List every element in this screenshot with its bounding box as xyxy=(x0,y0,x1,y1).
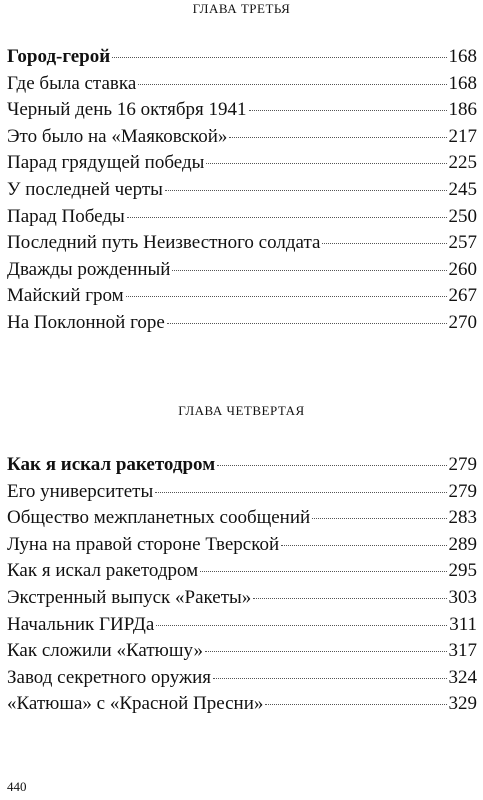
toc-entry xyxy=(7,558,477,585)
dot-leader xyxy=(205,651,447,652)
dot-leader xyxy=(167,323,447,324)
toc-entry-page: 279 xyxy=(448,480,477,502)
toc-entry xyxy=(7,230,477,257)
toc-entry xyxy=(7,124,477,151)
toc-entry-title: «Катюша» с «Красной Пресни» xyxy=(7,693,264,715)
dot-leader xyxy=(156,625,447,626)
toc-entry xyxy=(7,150,477,177)
toc-entry-title: Завод секретного оружия xyxy=(7,666,211,688)
toc-entry-page: 225 xyxy=(448,152,477,174)
dot-leader xyxy=(165,190,447,191)
toc-entry xyxy=(7,505,477,532)
toc-entry xyxy=(7,204,477,231)
dot-leader xyxy=(155,492,446,493)
toc-entry-title: Как я искал ракетодром xyxy=(7,560,199,582)
toc-entry-page: 324 xyxy=(448,666,477,688)
toc-entry xyxy=(7,44,477,71)
toc-entry-page: 245 xyxy=(448,178,477,200)
toc-entry xyxy=(7,612,477,639)
dot-leader xyxy=(138,84,446,85)
toc-entry-page: 168 xyxy=(448,46,477,67)
toc-entry-title: Где была ставка xyxy=(7,72,137,94)
toc-entry-title: Луна на правой стороне Тверской xyxy=(7,533,280,555)
toc-entry-title: Начальник ГИРДа xyxy=(7,613,155,635)
toc-entry xyxy=(7,691,477,718)
toc-entry-title: У последней черты xyxy=(7,178,163,200)
toc-entry xyxy=(7,665,477,692)
toc-entry xyxy=(7,638,477,665)
dot-leader xyxy=(127,217,447,218)
toc-entry-title: Парад грядущей победы xyxy=(7,152,205,174)
chapter-four-toc xyxy=(7,452,477,718)
dot-leader xyxy=(206,163,446,164)
chapter-three-heading: ГЛАВА ТРЕТЬЯ xyxy=(192,1,291,16)
toc-entry-page: 217 xyxy=(448,125,477,147)
toc-entry xyxy=(7,257,477,284)
toc-entry-page: 317 xyxy=(448,640,477,662)
dot-leader xyxy=(322,243,446,244)
toc-entry-page: 250 xyxy=(448,205,477,227)
toc-entry-title: Как сложили «Катюшу» xyxy=(7,640,203,662)
toc-entry-page: 283 xyxy=(448,507,477,529)
toc-entry-page: 295 xyxy=(448,560,477,582)
dot-leader xyxy=(126,296,447,297)
dot-leader xyxy=(281,545,446,546)
toc-entry xyxy=(7,97,477,124)
toc-entry-title: Это было на «Маяковской» xyxy=(7,125,228,147)
dot-leader xyxy=(229,137,446,138)
dot-leader xyxy=(213,678,447,679)
page-number: 440 xyxy=(7,779,27,794)
toc-entry xyxy=(7,310,477,337)
toc-entry-page: 168 xyxy=(448,72,477,94)
toc-entry xyxy=(7,585,477,612)
dot-leader xyxy=(217,465,446,466)
toc-entry-title: Общество межпланетных сообщений xyxy=(7,507,311,529)
toc-entry-title: Парад Победы xyxy=(7,205,125,227)
toc-entry-title: На Поклонной горе xyxy=(7,311,165,333)
toc-entry-page: 186 xyxy=(448,99,477,121)
dot-leader xyxy=(112,57,446,58)
toc-entry xyxy=(7,532,477,559)
toc-entry-page: 267 xyxy=(448,285,477,307)
toc-entry-page: 289 xyxy=(448,533,477,555)
dot-leader xyxy=(265,704,446,705)
dot-leader xyxy=(312,518,446,519)
toc-entry-page: 270 xyxy=(448,311,477,333)
toc-entry xyxy=(7,71,477,98)
toc-entry-page: 303 xyxy=(448,586,477,608)
toc-entry-title: Экстренный выпуск «Ракеты» xyxy=(7,586,252,608)
toc-entry xyxy=(7,452,477,479)
toc-entry-title: Как я искал ракетодром xyxy=(7,454,216,475)
toc-entry-title: Черный день 16 октября 1941 xyxy=(7,99,247,121)
toc-entry-title: Город-герой xyxy=(7,46,111,67)
toc-entry xyxy=(7,283,477,310)
toc-entry-page: 257 xyxy=(448,232,477,254)
dot-leader xyxy=(253,598,446,599)
dot-leader xyxy=(200,571,446,572)
toc-entry-title: Дважды рожденный xyxy=(7,258,171,280)
toc-entry-page: 260 xyxy=(448,258,477,280)
toc-entry-page: 311 xyxy=(449,613,477,635)
toc-entry xyxy=(7,479,477,506)
toc-entry-title: Его университеты xyxy=(7,480,154,502)
toc-entry-page: 279 xyxy=(448,454,477,475)
toc-entry-page: 329 xyxy=(448,693,477,715)
chapter-three-toc xyxy=(7,44,477,337)
chapter-four-heading: ГЛАВА ЧЕТВЕРТАЯ xyxy=(178,403,305,418)
dot-leader xyxy=(249,110,447,111)
dot-leader xyxy=(172,270,446,271)
toc-entry-title: Майский гром xyxy=(7,285,124,307)
toc-entry-title: Последний путь Неизвестного солдата xyxy=(7,232,321,254)
toc-entry xyxy=(7,177,477,204)
